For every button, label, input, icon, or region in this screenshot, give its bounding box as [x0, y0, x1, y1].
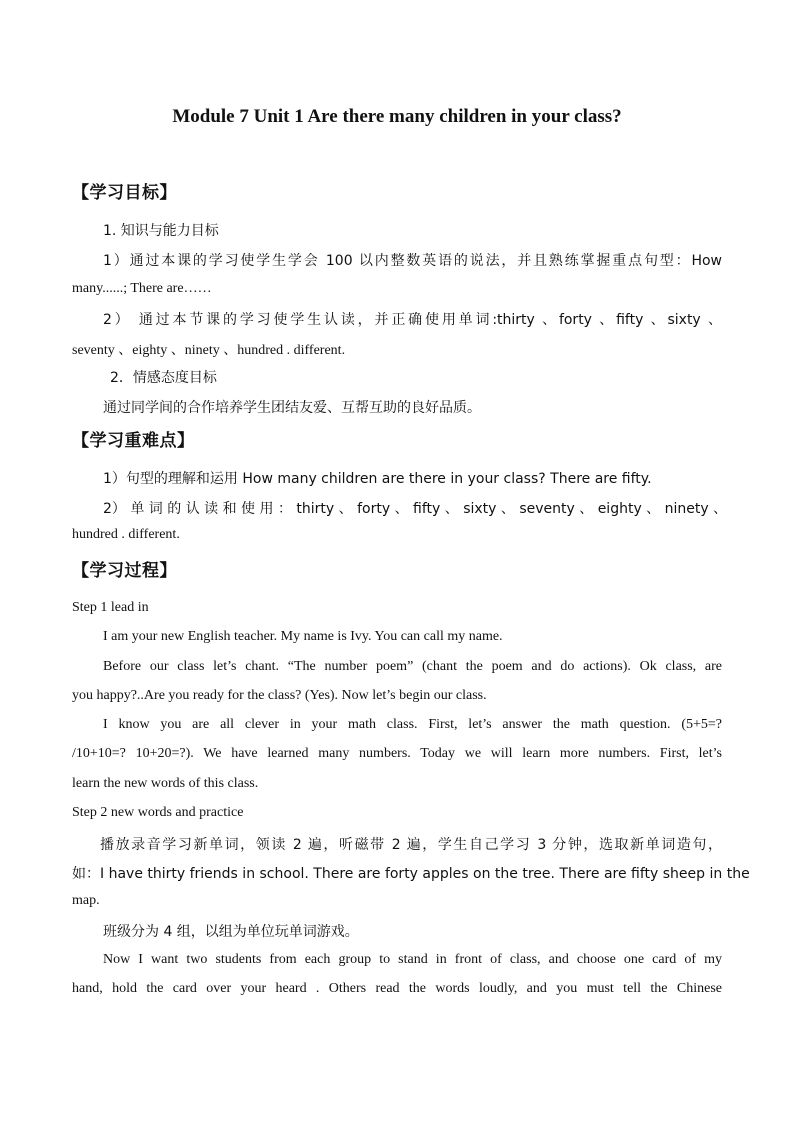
objective-line: 通过同学间的合作培养学生团结友爱、互帮互助的良好品质。: [103, 400, 481, 416]
process-line: hand, hold the card over your heard . Others read the words loudly, and you must tell the Chinese: [72, 981, 722, 996]
process-line: map.: [72, 893, 100, 908]
process-line: Before our class let’s chant. “The number poem” (chant the poem and do actions). Ok class, are: [103, 659, 722, 674]
process-line: Step 2 new words and practice: [72, 805, 244, 820]
process-line: learn the new words of this class.: [72, 776, 259, 791]
objective-line: 2） 通过本节课的学习使学生认读，并正确使用单词:thirty 、forty 、fifty 、sixty 、: [103, 312, 722, 328]
objective-line: seventy 、eighty 、ninety 、hundred . different.: [72, 343, 346, 358]
process-line: Step 1 lead in: [72, 600, 149, 615]
key-point-line: 1）句型的理解和运用 How many children are there in your class? There are fifty.: [103, 471, 652, 487]
objective-line: 2．情感态度目标: [110, 370, 217, 386]
process-line: Now I want two students from each group to stand in front of class, and choose one card of my: [103, 952, 722, 967]
process-line: I am your new English teacher. My name is Ivy. You can call my name.: [103, 629, 503, 644]
process-line: 如：I have thirty friends in school. There are forty apples on the tree. There are fifty sheep in the: [72, 866, 750, 882]
key-point-line: hundred . different.: [72, 527, 180, 542]
objective-line: 1）通过本课的学习使学生学会 100 以内整数英语的说法，并且熟练掌握重点句型：How: [103, 253, 722, 269]
objective-line: 1. 知识与能力目标: [103, 223, 219, 239]
process-line: /10+10=? 10+20=?). We have learned many numbers. Today we will learn more numbers. First, let’s: [72, 746, 722, 761]
objective-line: many......; There are……: [72, 281, 212, 296]
section-heading-key-points: 【学习重难点】: [72, 431, 195, 451]
process-line: 播放录音学习新单词，领读 2 遍，听磁带 2 遍，学生自己学习 3 分钟，选取新单词造句，: [100, 837, 722, 853]
document-title: Module 7 Unit 1 Are there many children in your class?: [172, 106, 622, 127]
process-line: you happy?..Are you ready for the class? (Yes). Now let’s begin our class.: [72, 688, 487, 703]
section-heading-process: 【学习过程】: [72, 561, 177, 581]
key-point-line: 2） 单 词 的 认 读 和 使 用 ： thirty 、 forty 、 fifty 、 sixty 、 seventy 、 eighty 、 ninety 、: [103, 501, 728, 517]
section-heading-objectives: 【学习目标】: [72, 183, 177, 203]
process-line: I know you are all clever in your math class. First, let’s answer the math question. (5+5=?: [103, 717, 722, 732]
process-line: 班级分为 4 组，以组为单位玩单词游戏。: [103, 924, 359, 940]
